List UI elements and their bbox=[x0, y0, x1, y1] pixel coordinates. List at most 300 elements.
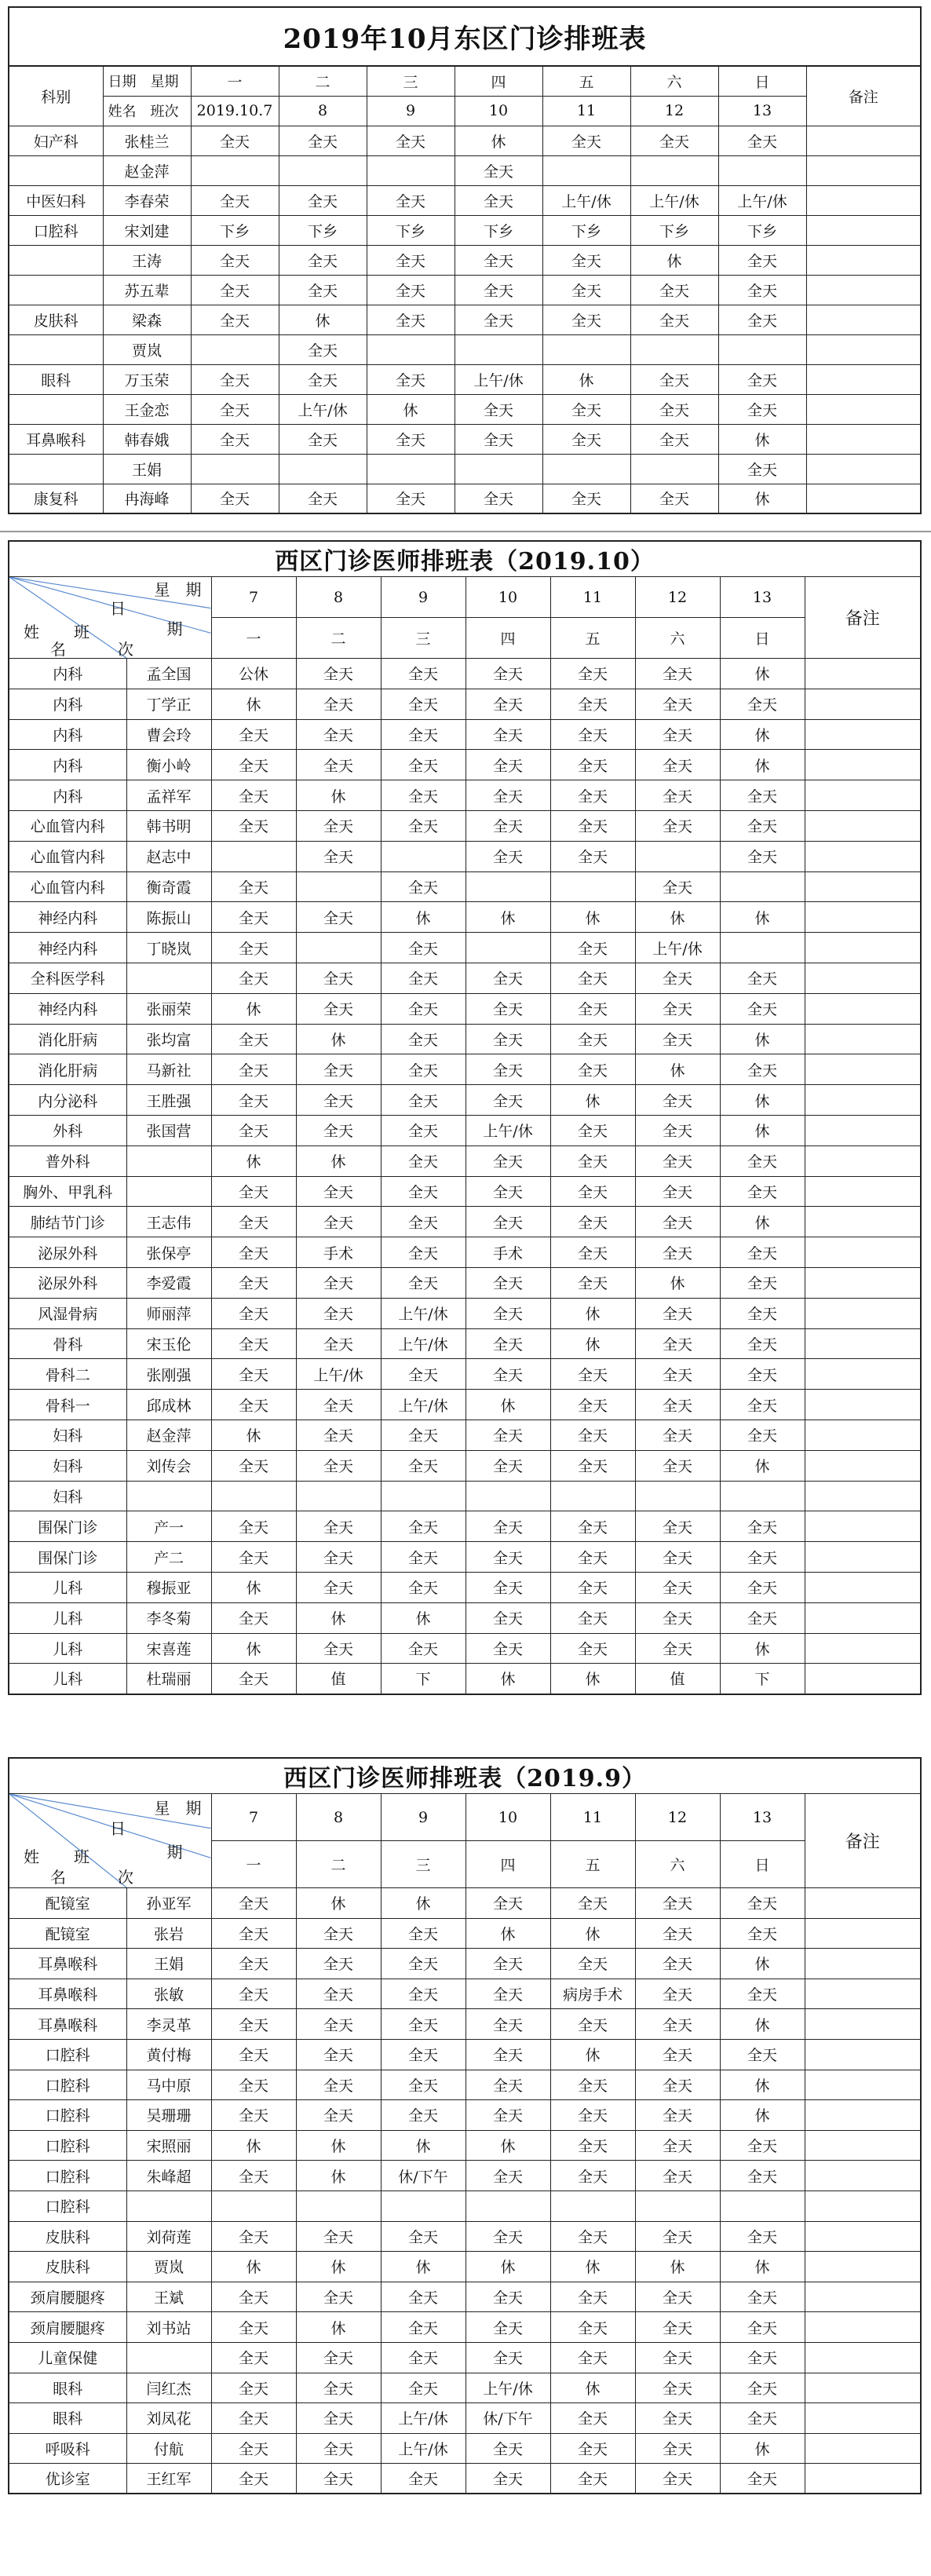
shift-cell: 全天 bbox=[279, 484, 367, 513]
shift-cell: 全天 bbox=[635, 1918, 720, 1949]
shift-cell: 全天 bbox=[211, 2070, 296, 2100]
table-row bbox=[9, 484, 921, 513]
shift-cell: 休 bbox=[720, 1633, 805, 1664]
shift-cell: 全天 bbox=[466, 993, 550, 1024]
note-cell bbox=[805, 1511, 921, 1542]
doctor-name-cell: 宋玉伦 bbox=[126, 1328, 211, 1359]
doctor-name-cell: 马中原 bbox=[126, 2070, 211, 2100]
dept-cell: 眼科 bbox=[9, 2373, 126, 2403]
note-cell bbox=[805, 689, 921, 719]
dept-cell: 消化肝病 bbox=[9, 1024, 126, 1054]
shift-cell: 全天 bbox=[466, 1176, 550, 1207]
shift-cell: 全天 bbox=[635, 659, 720, 689]
shift-cell bbox=[279, 155, 367, 185]
shift-cell: 上午/休 bbox=[296, 1359, 381, 1390]
shift-cell: 休 bbox=[296, 1024, 381, 1054]
note-cell bbox=[805, 1085, 921, 1116]
shift-cell: 全天 bbox=[720, 1888, 805, 1919]
shift-cell: 下乡 bbox=[542, 215, 630, 245]
shift-cell: 全天 bbox=[550, 1359, 635, 1390]
shift-cell: 休 bbox=[630, 245, 718, 275]
shift-cell bbox=[466, 1481, 550, 1511]
shift-cell bbox=[381, 2191, 466, 2221]
shift-cell: 公休 bbox=[211, 659, 296, 689]
shift-cell: 全天 bbox=[211, 2161, 296, 2191]
table-row bbox=[9, 2282, 921, 2312]
shift-cell: 全天 bbox=[381, 2342, 466, 2373]
shift-label-2: 次 bbox=[118, 640, 133, 659]
table-row bbox=[9, 2342, 921, 2373]
shift-cell: 全天 bbox=[381, 1115, 466, 1145]
shift-cell: 全天 bbox=[635, 1572, 720, 1602]
dept-cell: 内科 bbox=[9, 659, 126, 689]
note-cell bbox=[805, 1602, 921, 1633]
shift-cell: 全天 bbox=[635, 2464, 720, 2494]
note-cell bbox=[806, 364, 921, 394]
dept-cell: 耳鼻喉科 bbox=[9, 1979, 126, 2009]
shift-cell: 全天 bbox=[630, 484, 718, 513]
shift-cell: 全天 bbox=[466, 810, 550, 841]
table-row bbox=[9, 993, 921, 1024]
doctor-name-cell: 刘凤花 bbox=[126, 2403, 211, 2434]
dept-cell: 神经内科 bbox=[9, 933, 126, 963]
note-cell bbox=[805, 810, 921, 841]
table-row bbox=[9, 1888, 921, 1919]
table-row bbox=[9, 2161, 921, 2191]
shift-cell: 全天 bbox=[550, 2403, 635, 2434]
dept-cell: 心血管内科 bbox=[9, 810, 126, 841]
shift-cell: 全天 bbox=[635, 1979, 720, 2009]
shift-cell: 全天 bbox=[211, 1450, 296, 1481]
doctor-name-cell: 丁晓岚 bbox=[126, 933, 211, 963]
shift-cell: 全天 bbox=[635, 2039, 720, 2070]
note-cell bbox=[805, 902, 921, 933]
shift-cell: 全天 bbox=[279, 275, 367, 305]
shift-cell: 全天 bbox=[635, 993, 720, 1024]
dept-cell: 眼科 bbox=[9, 2403, 126, 2434]
shift-cell: 上午/休 bbox=[279, 394, 367, 424]
shift-cell: 休 bbox=[720, 1207, 805, 1237]
shift-cell: 全天 bbox=[635, 2009, 720, 2040]
shift-cell: 全天 bbox=[720, 963, 805, 993]
shift-cell: 全天 bbox=[211, 1390, 296, 1420]
table-row bbox=[9, 215, 921, 245]
date-header: 10 bbox=[455, 96, 542, 126]
shift-cell: 全天 bbox=[381, 810, 466, 841]
doctor-name-cell: 张国营 bbox=[126, 1115, 211, 1145]
shift-cell: 休 bbox=[381, 2252, 466, 2282]
date-weekday-header bbox=[103, 66, 191, 96]
dept-cell: 儿科 bbox=[9, 1633, 126, 1664]
dept-cell: 儿科 bbox=[9, 1602, 126, 1633]
table-row bbox=[9, 275, 921, 305]
note-cell bbox=[806, 245, 921, 275]
shift-cell: 全天 bbox=[550, 1542, 635, 1573]
table-row bbox=[9, 1511, 921, 1542]
shift-cell: 全天 bbox=[296, 1207, 381, 1237]
dept-cell: 消化肝病 bbox=[9, 1054, 126, 1085]
shift-cell: 全天 bbox=[720, 1602, 805, 1633]
shift-cell: 全天 bbox=[635, 1359, 720, 1390]
shift-cell: 全天 bbox=[296, 750, 381, 780]
shift-cell: 全天 bbox=[296, 1085, 381, 1116]
table-row bbox=[9, 2039, 921, 2070]
weekday-label: 星 期 bbox=[154, 1799, 202, 1818]
shift-cell: 休 bbox=[466, 1664, 550, 1694]
shift-cell: 全天 bbox=[550, 1949, 635, 1979]
shift-cell: 全天 bbox=[550, 933, 635, 963]
shift-cell: 休 bbox=[466, 1918, 550, 1949]
dept-cell: 口腔科 bbox=[9, 2191, 126, 2221]
shift-cell: 全天 bbox=[720, 2342, 805, 2373]
shift-cell: 全天 bbox=[381, 1359, 466, 1390]
dept-cell: 肺结节门诊 bbox=[9, 1207, 126, 1237]
table-row bbox=[9, 1115, 921, 1145]
note-cell bbox=[805, 1481, 921, 1511]
table-row bbox=[9, 933, 921, 963]
shift-cell: 全天 bbox=[455, 275, 542, 305]
dept-cell: 心血管内科 bbox=[9, 841, 126, 871]
shift-cell: 全天 bbox=[381, 1979, 466, 2009]
table-row bbox=[9, 1572, 921, 1602]
date-label: 日期 bbox=[108, 74, 137, 91]
shift-cell: 休 bbox=[211, 2130, 296, 2161]
note-cell bbox=[806, 305, 921, 334]
day-header: 日 bbox=[720, 1841, 805, 1888]
shift-cell bbox=[550, 1481, 635, 1511]
shift-cell: 全天 bbox=[550, 1450, 635, 1481]
note-cell bbox=[806, 126, 921, 155]
doctor-name-cell: 刘书站 bbox=[126, 2312, 211, 2343]
shift-cell: 全天 bbox=[635, 1085, 720, 1116]
shift-cell: 全天 bbox=[466, 659, 550, 689]
shift-cell: 全天 bbox=[550, 1633, 635, 1664]
name-label-2: 名 bbox=[50, 640, 66, 659]
dept-cell bbox=[9, 245, 103, 275]
dept-cell: 骨科二 bbox=[9, 1359, 126, 1390]
shift-cell: 全天 bbox=[466, 1024, 550, 1054]
shift-cell: 下 bbox=[720, 1664, 805, 1694]
dept-cell: 口腔科 bbox=[9, 2130, 126, 2161]
dept-cell: 普外科 bbox=[9, 1145, 126, 1176]
shift-cell: 全天 bbox=[550, 659, 635, 689]
table-row bbox=[9, 155, 921, 185]
shift-cell: 全天 bbox=[211, 1602, 296, 1633]
shift-cell: 休 bbox=[720, 2433, 805, 2464]
shift-cell: 全天 bbox=[279, 364, 367, 394]
shift-cell: 全天 bbox=[381, 933, 466, 963]
shift-cell: 全天 bbox=[466, 1511, 550, 1542]
shift-cell: 全天 bbox=[550, 1420, 635, 1450]
shift-cell bbox=[367, 454, 455, 484]
shift-cell bbox=[720, 1481, 805, 1511]
date-header: 9 bbox=[381, 1794, 466, 1841]
west10-diagonal-header bbox=[9, 577, 211, 659]
shift-cell: 全天 bbox=[720, 1145, 805, 1176]
shift-cell: 上午/休 bbox=[466, 2373, 550, 2403]
day-header: 五 bbox=[550, 618, 635, 659]
shift-cell: 全天 bbox=[550, 1207, 635, 1237]
shift-cell: 全天 bbox=[381, 2373, 466, 2403]
shift-cell: 全天 bbox=[296, 2009, 381, 2040]
doctor-name-cell bbox=[126, 2342, 211, 2373]
shift-cell bbox=[367, 334, 455, 364]
shift-cell: 全天 bbox=[635, 2130, 720, 2161]
shift-cell: 全天 bbox=[635, 1207, 720, 1237]
note-cell bbox=[806, 334, 921, 364]
shift-cell: 全天 bbox=[211, 933, 296, 963]
shift-cell: 全天 bbox=[211, 1054, 296, 1085]
shift-cell: 休 bbox=[466, 902, 550, 933]
shift-cell: 全天 bbox=[367, 364, 455, 394]
doctor-name-cell: 张桂兰 bbox=[103, 126, 191, 155]
shift-cell: 全天 bbox=[296, 2039, 381, 2070]
shift-cell: 全天 bbox=[191, 484, 279, 513]
shift-cell: 全天 bbox=[720, 993, 805, 1024]
shift-cell: 全天 bbox=[720, 2282, 805, 2312]
dept-cell: 呼吸科 bbox=[9, 2433, 126, 2464]
shift-cell: 全天 bbox=[635, 1511, 720, 1542]
weekday-label: 星 期 bbox=[154, 580, 202, 599]
date-header: 7 bbox=[211, 577, 296, 618]
dept-cell: 内科 bbox=[9, 719, 126, 750]
shift-cell: 休 bbox=[211, 1145, 296, 1176]
shift-cell bbox=[455, 454, 542, 484]
shift-cell: 休 bbox=[296, 2130, 381, 2161]
shift-cell: 手术 bbox=[296, 1237, 381, 1268]
west9-diagonal-header bbox=[9, 1794, 211, 1888]
shift-cell: 休 bbox=[211, 993, 296, 1024]
shift-cell: 全天 bbox=[466, 963, 550, 993]
shift-cell: 休/下午 bbox=[466, 2403, 550, 2434]
shift-cell: 全天 bbox=[466, 1328, 550, 1359]
date-label: 日 bbox=[110, 599, 126, 618]
shift-cell: 值 bbox=[635, 1664, 720, 1694]
table-row bbox=[9, 2100, 921, 2131]
shift-cell: 全天 bbox=[455, 484, 542, 513]
shift-cell: 全天 bbox=[635, 871, 720, 902]
dept-cell: 妇科 bbox=[9, 1420, 126, 1450]
shift-cell: 全天 bbox=[211, 1237, 296, 1268]
dept-cell: 妇科 bbox=[9, 1450, 126, 1481]
doctor-name-cell bbox=[126, 2191, 211, 2221]
shift-cell: 休 bbox=[550, 1298, 635, 1328]
table-row bbox=[9, 1390, 921, 1420]
shift-cell: 全天 bbox=[720, 1390, 805, 1420]
doctor-name-cell: 赵志中 bbox=[126, 841, 211, 871]
table-row bbox=[9, 780, 921, 811]
shift-cell: 全天 bbox=[550, 2221, 635, 2252]
table-row bbox=[9, 659, 921, 689]
note-cell bbox=[805, 2221, 921, 2252]
shift-cell: 全天 bbox=[279, 245, 367, 275]
shift-cell: 全天 bbox=[550, 1145, 635, 1176]
shift-cell bbox=[542, 334, 630, 364]
east-schedule-table bbox=[8, 6, 922, 514]
shift-cell: 休 bbox=[296, 1602, 381, 1633]
shift-cell: 全天 bbox=[550, 963, 635, 993]
note-cell bbox=[806, 275, 921, 305]
date-header: 7 bbox=[211, 1794, 296, 1841]
shift-cell: 下乡 bbox=[279, 215, 367, 245]
shift-cell bbox=[381, 1481, 466, 1511]
table-row bbox=[9, 1949, 921, 1979]
doctor-name-cell: 闫红杰 bbox=[126, 2373, 211, 2403]
dept-cell: 优诊室 bbox=[9, 2464, 126, 2494]
shift-cell: 全天 bbox=[296, 1979, 381, 2009]
shift-cell: 全天 bbox=[296, 2282, 381, 2312]
table-row bbox=[9, 2191, 921, 2221]
doctor-name-cell: 韩书明 bbox=[126, 810, 211, 841]
shift-cell: 休 bbox=[296, 1888, 381, 1919]
shift-cell: 全天 bbox=[381, 1511, 466, 1542]
doctor-name-cell: 马新社 bbox=[126, 1054, 211, 1085]
shift-cell: 休 bbox=[296, 2312, 381, 2343]
shift-cell: 休 bbox=[635, 1054, 720, 1085]
shift-cell: 休 bbox=[550, 902, 635, 933]
shift-cell: 全天 bbox=[635, 963, 720, 993]
shift-cell: 全天 bbox=[191, 305, 279, 334]
shift-cell: 全天 bbox=[635, 1949, 720, 1979]
day-header: 日 bbox=[718, 66, 806, 96]
dept-cell bbox=[9, 155, 103, 185]
shift-cell: 全天 bbox=[367, 484, 455, 513]
shift-cell: 下乡 bbox=[630, 215, 718, 245]
note-header: 备注 bbox=[806, 66, 921, 126]
shift-cell: 全天 bbox=[381, 963, 466, 993]
shift-cell bbox=[720, 2191, 805, 2221]
note-cell bbox=[805, 871, 921, 902]
doctor-name-cell: 王斌 bbox=[126, 2282, 211, 2312]
shift-cell: 全天 bbox=[296, 1054, 381, 1085]
shift-cell: 全天 bbox=[296, 1542, 381, 1573]
shift-cell: 全天 bbox=[296, 2100, 381, 2131]
shift-cell: 全天 bbox=[542, 305, 630, 334]
shift-cell: 下乡 bbox=[191, 215, 279, 245]
table-row bbox=[9, 2130, 921, 2161]
dept-cell: 外科 bbox=[9, 1115, 126, 1145]
shift-cell: 全天 bbox=[211, 1542, 296, 1573]
shift-cell: 全天 bbox=[466, 2282, 550, 2312]
shift-cell: 全天 bbox=[466, 841, 550, 871]
shift-cell bbox=[630, 155, 718, 185]
doctor-name-cell: 刘荷莲 bbox=[126, 2221, 211, 2252]
east-title: 2019年10月东区门诊排班表 bbox=[9, 7, 921, 66]
shift-cell: 全天 bbox=[720, 1572, 805, 1602]
shift-cell: 全天 bbox=[720, 1542, 805, 1573]
table-row bbox=[9, 2252, 921, 2282]
shift-cell: 全天 bbox=[550, 841, 635, 871]
day-header: 四 bbox=[466, 618, 550, 659]
shift-cell: 休 bbox=[635, 1267, 720, 1298]
table-row bbox=[9, 689, 921, 719]
shift-cell: 全天 bbox=[296, 993, 381, 1024]
dept-cell: 泌尿外科 bbox=[9, 1267, 126, 1298]
dept-cell: 皮肤科 bbox=[9, 2252, 126, 2282]
doctor-name-cell: 孙亚军 bbox=[126, 1888, 211, 1919]
shift-cell: 全天 bbox=[211, 1511, 296, 1542]
shift-cell: 全天 bbox=[381, 2464, 466, 2494]
note-cell bbox=[805, 1949, 921, 1979]
west10-title: 西区门诊医师排班表（2019.10） bbox=[9, 541, 921, 577]
shift-cell: 下乡 bbox=[718, 215, 806, 245]
table-row bbox=[9, 2070, 921, 2100]
shift-cell: 全天 bbox=[720, 1328, 805, 1359]
shift-cell: 全天 bbox=[381, 2100, 466, 2131]
shift-cell: 全天 bbox=[296, 2342, 381, 2373]
shift-label: 班 bbox=[74, 1847, 89, 1866]
note-cell bbox=[806, 454, 921, 484]
west9-title: 西区门诊医师排班表（2019.9） bbox=[9, 1758, 921, 1794]
shift-cell: 全天 bbox=[191, 185, 279, 215]
shift-cell bbox=[466, 2191, 550, 2221]
shift-cell: 休 bbox=[550, 2039, 635, 2070]
shift-cell: 全天 bbox=[381, 2039, 466, 2070]
shift-cell: 全天 bbox=[381, 2282, 466, 2312]
shift-cell: 全天 bbox=[635, 2373, 720, 2403]
shift-cell: 全天 bbox=[720, 2161, 805, 2191]
shift-cell: 全天 bbox=[191, 364, 279, 394]
shift-cell: 全天 bbox=[211, 1024, 296, 1054]
shift-cell: 休 bbox=[550, 2373, 635, 2403]
note-cell bbox=[806, 424, 921, 454]
shift-cell: 全天 bbox=[296, 1949, 381, 1979]
dept-cell: 骨科 bbox=[9, 1328, 126, 1359]
note-cell bbox=[805, 1328, 921, 1359]
note-cell bbox=[805, 2433, 921, 2464]
shift-cell: 全天 bbox=[279, 424, 367, 454]
shift-cell: 全天 bbox=[296, 1420, 381, 1450]
shift-cell: 全天 bbox=[296, 1298, 381, 1328]
shift-cell: 全天 bbox=[211, 2282, 296, 2312]
shift-cell: 休 bbox=[550, 2252, 635, 2282]
shift-cell: 全天 bbox=[542, 484, 630, 513]
name-label: 姓 bbox=[24, 623, 39, 641]
east-body bbox=[9, 126, 921, 513]
dept-cell: 胸外、甲乳科 bbox=[9, 1176, 126, 1207]
shift-cell: 全天 bbox=[381, 871, 466, 902]
dept-cell: 内科 bbox=[9, 780, 126, 811]
shift-cell: 全天 bbox=[296, 841, 381, 871]
doctor-name-cell: 王涛 bbox=[103, 245, 191, 275]
shift-cell: 上午/休 bbox=[381, 2403, 466, 2434]
note-cell bbox=[806, 484, 921, 513]
shift-cell: 全天 bbox=[466, 2009, 550, 2040]
shift-cell bbox=[211, 841, 296, 871]
shift-cell: 全天 bbox=[466, 1420, 550, 1450]
doctor-name-cell: 贾岚 bbox=[126, 2252, 211, 2282]
shift-cell: 全天 bbox=[211, 1085, 296, 1116]
shift-cell: 休 bbox=[720, 659, 805, 689]
note-cell bbox=[805, 2039, 921, 2070]
shift-cell: 全天 bbox=[381, 2312, 466, 2343]
table-row bbox=[9, 245, 921, 275]
doctor-name-cell: 宋刘建 bbox=[103, 215, 191, 245]
shift-cell: 全天 bbox=[718, 364, 806, 394]
name-label: 姓 bbox=[24, 1847, 39, 1866]
shift-cell: 全天 bbox=[630, 305, 718, 334]
shift-cell: 全天 bbox=[211, 1328, 296, 1359]
shift-cell: 全天 bbox=[381, 993, 466, 1024]
doctor-name-cell: 邱成林 bbox=[126, 1390, 211, 1420]
table-row bbox=[9, 364, 921, 394]
day-header: 三 bbox=[381, 618, 466, 659]
table-row bbox=[9, 902, 921, 933]
shift-cell: 全天 bbox=[550, 1888, 635, 1919]
note-cell bbox=[805, 933, 921, 963]
dept-cell: 耳鼻喉科 bbox=[9, 2009, 126, 2040]
shift-cell bbox=[542, 155, 630, 185]
